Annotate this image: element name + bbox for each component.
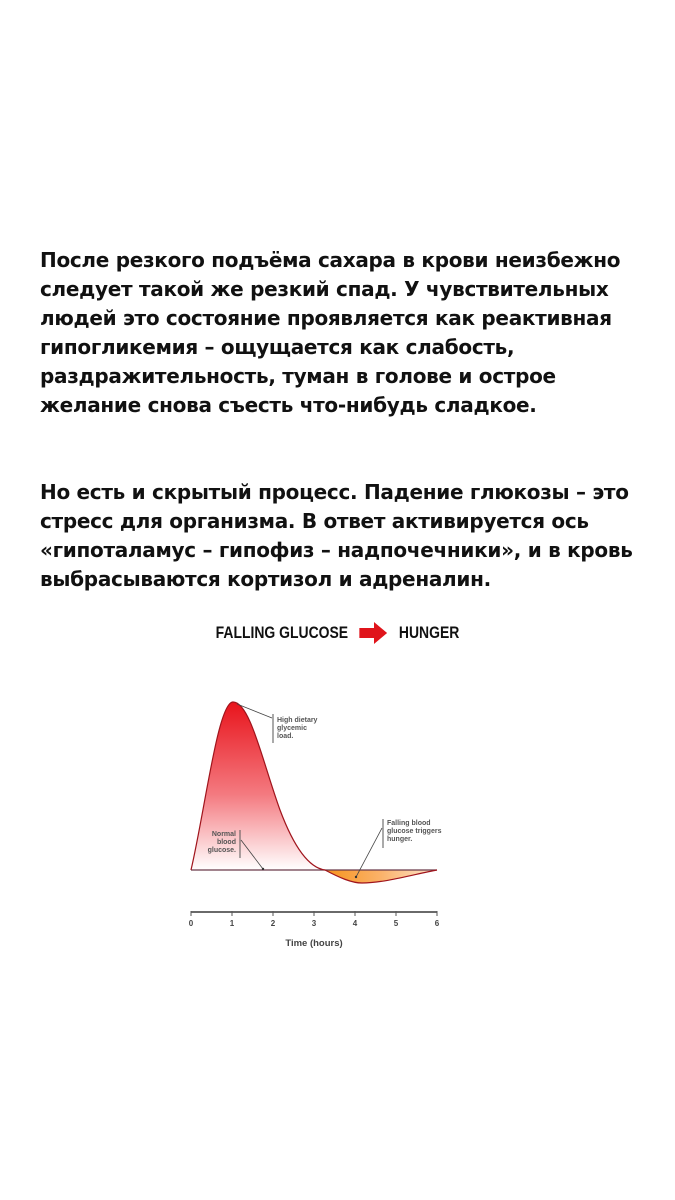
x-tick-2: 2 — [270, 919, 276, 928]
x-tick-5: 5 — [393, 919, 399, 928]
x-tick-0: 0 — [188, 919, 194, 928]
annotation-high-load: High dietary glycemic load. — [277, 717, 318, 740]
right-arrow-icon — [360, 622, 388, 644]
paragraph-stress-response: Но есть и скрытый процесс. Падение глюкозы – это стресс для организма. В ответ активируется ось «гипоталамус – гипофиз – надпочечники», и в кровь выбрасываются кортизол и адреналин. — [40, 480, 633, 591]
x-tick-4: 4 — [352, 919, 358, 928]
paragraph-reactive-hypoglycemia: После резкого подъёма сахара в крови неизбежно следует такой же резкий спад. У чувствительных людей это состояние проявляется как реактивная гипогликемия – ощущается как слабость, раздражительность, туман в голове и острое желание снова съесть что-нибудь сладкое. — [40, 248, 621, 417]
annotation-normal-glucose: Normal blood glucose. — [207, 831, 236, 854]
x-tick-6: 6 — [434, 919, 440, 928]
x-tick-3: 3 — [311, 919, 317, 928]
x-tick-1: 1 — [229, 919, 235, 928]
chart-title-right: HUNGER — [398, 623, 460, 642]
glucose-chart — [100, 650, 540, 970]
chart-title-left: FALLING GLUCOSE — [215, 623, 349, 642]
annotation-falling-glucose: Falling blood glucose triggers hunger. — [387, 820, 442, 843]
x-axis-label: Time (hours) — [285, 938, 343, 949]
chart-title — [61, 622, 615, 644]
